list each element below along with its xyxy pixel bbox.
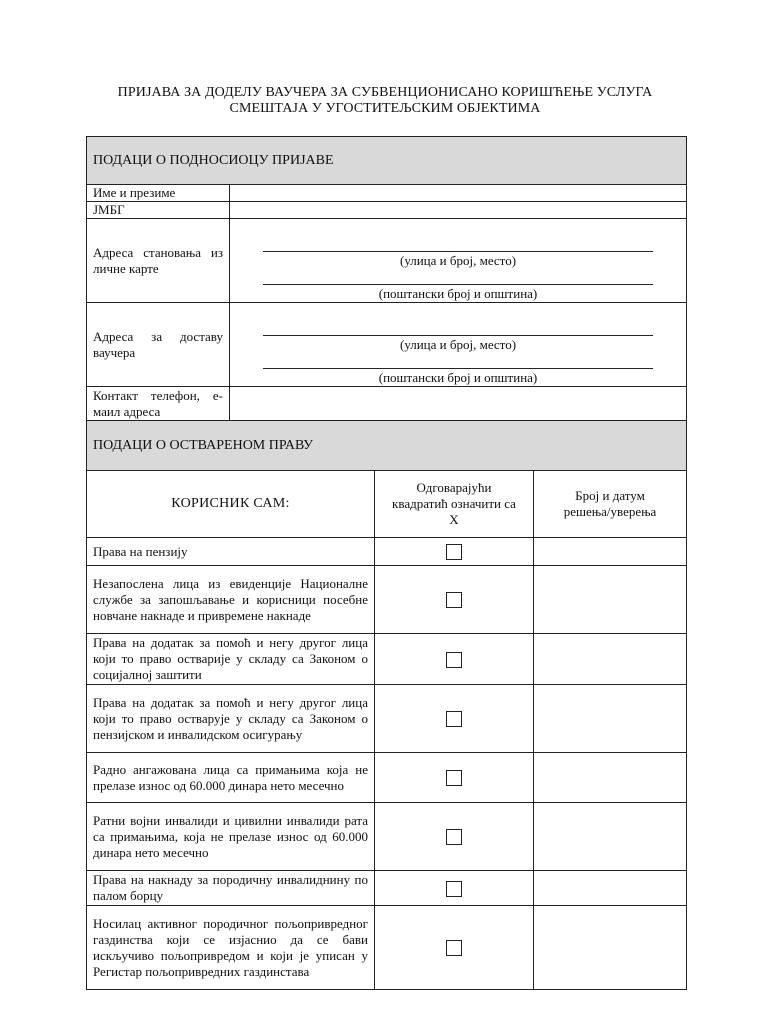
- application-form-table: [86, 136, 687, 990]
- delivery-address-row: [87, 303, 687, 387]
- contact-row: [87, 387, 687, 421]
- name-row: [87, 185, 687, 202]
- rights-row-number-field[interactable]: [534, 538, 687, 566]
- rights-row-mark-cell: [375, 634, 534, 685]
- applicant-section-header: [87, 137, 687, 185]
- name-label: Име и презиме: [87, 185, 230, 202]
- residence-postal-line[interactable]: [263, 284, 653, 285]
- rights-row-number-field[interactable]: [534, 803, 687, 871]
- rights-row: [87, 871, 687, 906]
- rights-row-mark-cell: [375, 685, 534, 753]
- rights-section-header: [87, 421, 687, 471]
- delivery-address-field[interactable]: [230, 303, 687, 387]
- rights-row: [87, 538, 687, 566]
- title-line-2: СМЕШТАЈА У УГОСТИТЕЉСКИМ ОБЈЕКТИМА: [229, 101, 541, 116]
- rights-row: [87, 906, 687, 990]
- mark-column-header: [375, 471, 534, 538]
- rights-checkbox[interactable]: [446, 829, 462, 845]
- rights-row-number-field[interactable]: [534, 753, 687, 803]
- rights-row: [87, 803, 687, 871]
- rights-row: [87, 753, 687, 803]
- rights-row: [87, 685, 687, 753]
- rights-section-title: ПОДАЦИ О ОСТВАРЕНОМ ПРАВУ: [87, 421, 687, 471]
- jmbg-label: ЈМБГ: [87, 202, 230, 219]
- rights-row-label: Права на накнаду за породичну инвалиднину по палом борцу: [87, 871, 375, 906]
- rights-row-label: Права на додатак за помоћ и негу другог лица који то право остварије у складу са Законом о социјалној заштити: [87, 634, 375, 685]
- rights-row-number-field[interactable]: [534, 871, 687, 906]
- rights-row-mark-cell: [375, 871, 534, 906]
- rights-row: [87, 634, 687, 685]
- rights-checkbox[interactable]: [446, 881, 462, 897]
- rights-row: [87, 566, 687, 634]
- rights-column-header-row: [87, 471, 687, 538]
- rights-checkbox[interactable]: [446, 592, 462, 608]
- rights-row-label: Радно ангажована лица са примањима која не прелазе износ од 60.000 динара нето месечно: [87, 753, 375, 803]
- rights-checkbox[interactable]: [446, 652, 462, 668]
- rights-row-mark-cell: [375, 753, 534, 803]
- rights-row-mark-cell: [375, 538, 534, 566]
- rights-checkbox[interactable]: [446, 711, 462, 727]
- rights-checkbox[interactable]: [446, 544, 462, 560]
- rights-row-number-field[interactable]: [534, 906, 687, 990]
- residence-address-field[interactable]: [230, 219, 687, 303]
- rights-row-number-field[interactable]: [534, 566, 687, 634]
- residence-street-line[interactable]: [263, 251, 653, 252]
- document-title: [80, 85, 690, 117]
- residence-address-row: [87, 219, 687, 303]
- user-column-header: КОРИСНИК САМ:: [87, 471, 375, 538]
- contact-label: Контакт телефон, е-маил адреса: [87, 387, 230, 421]
- mark-column-header-x: X: [449, 512, 459, 527]
- residence-postal-caption: (поштански број и општина): [378, 286, 538, 301]
- rights-row-label: Права на пензију: [87, 538, 375, 566]
- number-column-header-text: Број и датум решења/уверења: [563, 488, 657, 519]
- rights-row-number-field[interactable]: [534, 634, 687, 685]
- rights-row-number-field[interactable]: [534, 685, 687, 753]
- rights-row-mark-cell: [375, 566, 534, 634]
- number-column-header: [534, 471, 687, 538]
- name-field[interactable]: [230, 185, 687, 202]
- delivery-postal-caption: (поштански број и општина): [378, 370, 538, 385]
- title-line-1: ПРИЈАВА ЗА ДОДЕЛУ ВАУЧЕРА ЗА СУБВЕНЦИОНИСАНО КОРИШЋЕЊЕ УСЛУГА: [117, 85, 653, 100]
- rights-row-label: Ратни војни инвалиди и цивилни инвалиди рата са примањима, која не прелазе износ од 60.000 динара нето месечно: [87, 803, 375, 871]
- delivery-address-label: Адреса за доставу ваучера: [87, 303, 230, 387]
- delivery-postal-line[interactable]: [263, 368, 653, 369]
- contact-field[interactable]: [230, 387, 687, 421]
- rights-row-mark-cell: [375, 906, 534, 990]
- jmbg-row: [87, 202, 687, 219]
- jmbg-field[interactable]: [230, 202, 687, 219]
- mark-column-header-text: Одговарајући квадратић означити са: [392, 480, 516, 511]
- applicant-section-title: ПОДАЦИ О ПОДНОСИОЦУ ПРИЈАВЕ: [87, 137, 687, 185]
- rights-checkbox[interactable]: [446, 770, 462, 786]
- delivery-street-line[interactable]: [263, 335, 653, 336]
- residence-street-caption: (улица и број, место): [399, 253, 517, 268]
- rights-row-label: Незапослена лица из евиденције Националне службе за запошљавање и корисници посебне новчане накнаде и привремене накнаде: [87, 566, 375, 634]
- rights-row-label: Права на додатак за помоћ и негу другог лица који то право остварује у складу са Законом о пензијском и инвалидском осигурању: [87, 685, 375, 753]
- rights-row-mark-cell: [375, 803, 534, 871]
- rights-checkbox[interactable]: [446, 940, 462, 956]
- delivery-street-caption: (улица и број, место): [399, 337, 517, 352]
- rights-row-label: Носилац активног породичног пољопривредног газдинства који се изјаснио да се бави искључиво пољопривредом и који је уписан у Регистар пољопривредних газдинстава: [87, 906, 375, 990]
- residence-address-label: Адреса становања из личне карте: [87, 219, 230, 303]
